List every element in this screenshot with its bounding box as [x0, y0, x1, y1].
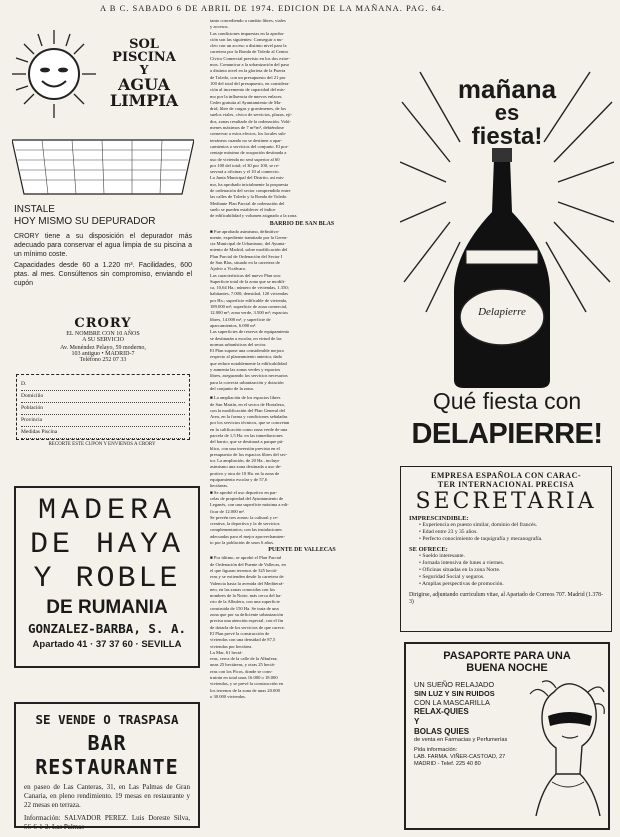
bottle-label: Delapierre	[478, 306, 526, 318]
article-line: del barrio, que se destinará a parque pú-	[210, 439, 284, 445]
article-line: ■ Se aprobó el uso deportivo en par-	[210, 489, 278, 495]
article-intro-line: terráneos cuando no se destinen a apar-	[210, 137, 283, 143]
article-line: viviendas por hectárea.	[210, 643, 253, 649]
article-column	[210, 18, 394, 700]
article-intro-line: por 100 del total; el 30 por 100, se re-	[210, 162, 280, 168]
article-line: que reduce notablemente la edificabilidad	[210, 360, 287, 366]
article-line: respecto al planeamiento anterior, dado	[210, 354, 283, 360]
article-intro-line: dos, zonas resultado de la ordenación. Volú-	[210, 118, 291, 124]
job-line-1: EMPRESA ESPAÑOLA CON CARAC-	[430, 471, 582, 480]
article-line: se destinarán a escolar, en virtud de las	[210, 335, 282, 341]
article-line: Leganés, con una superficie máxima a edi-	[210, 502, 289, 508]
job-offer-title: SE OFRECE:	[409, 545, 448, 553]
article-intro-line: Mediante Plan Parcial de ordenación del	[210, 200, 285, 206]
pool-phone: Teléfono 252 07 33	[79, 357, 127, 363]
wood-line-2: DE HAYA	[29, 528, 185, 562]
wine-ad	[400, 62, 614, 454]
wine-line-5: DELAPIERRE!	[411, 418, 603, 450]
bar-info: Información: SALVADOR PEREZ. Luis Doreste Silva, 56-6-1-2. Las Palmas	[24, 814, 190, 831]
wood-line-5: GONZALEZ-BARBA, S. A.	[27, 621, 187, 636]
article-line: hectáreas.	[210, 483, 229, 489]
article-middle	[210, 395, 394, 546]
pool-install: INSTALE	[14, 204, 55, 215]
article-intro-line: suelos viales, cívico de servicios, plazas, eji-	[210, 112, 293, 118]
job-line-2: TER INTERNACIONAL PRECISA	[437, 480, 575, 489]
article-line: blico, con una inversión prevista en el	[210, 445, 280, 451]
article-intro-line: menes máximos de 7 m³/m², debiéndose	[210, 125, 284, 131]
article-line: Superficie total de la zona que se modifi-	[210, 278, 286, 284]
article-line: Se prevén tres zonas: la cultural y re-	[210, 514, 279, 520]
article-intro-line: mo, ha aprobado inicialmente la propuesta	[210, 181, 289, 187]
article-line: unas 25 hectáreas, y otras 25 hectá-	[210, 662, 276, 668]
article-intro-line: de ordenación del sector comprendido entre	[210, 188, 291, 194]
article-line: de dotarla de los servicios de que carece.	[210, 624, 285, 630]
article-line: asimismo una zona destinada a uso de-	[210, 464, 282, 470]
article-line: tor. La ampliación, de 20 Ha., incluye	[210, 458, 280, 464]
article-intro-line: mo por la influencia de nuevos enlaces.	[210, 93, 283, 99]
wine-headline	[450, 76, 564, 150]
article-intro-line: a distinto nivel en la glorieta de la Puerta	[210, 68, 286, 74]
article-line: reas y se extienden desde la carretera de	[210, 574, 284, 580]
article-line: 12.000 m²; zona verde, 3.500 m²; espacios	[210, 310, 288, 316]
wine-line-3: fiesta!	[471, 123, 543, 150]
article-intro-line: 100 del total del presupuesto, en considera-	[210, 80, 290, 86]
article-intro-line: ción son las siguientes: Conseguir a nu-	[210, 36, 283, 42]
wood-line-6: Apartado 41 · 37 37 60 · SEVILLA	[32, 639, 182, 650]
pool-address-2: 103 antiguo • MADRID-7	[71, 351, 135, 357]
pool-body-2: Capacidades desde 60 a 1.220 m³. Facilidades, 600 ptas. al mes. Consúltenos sin compromiso, enviando el cupón	[14, 262, 192, 287]
job-offer: • Amplias perspectivas de promoción.	[419, 581, 504, 588]
pool-address-1: Av. Menéndez Pelayo, 59 moderno,	[60, 345, 146, 351]
coupon-field-name: D.	[21, 381, 27, 387]
job-requirement: • Edad entre 23 y 35 años.	[419, 529, 478, 536]
article-intro-line: de Toledo, con un presupuesto del 21 por	[210, 74, 286, 80]
article-intro-line: cleo con un acceso a distinto nivel para la	[210, 43, 287, 49]
sleeping-woman-illustration	[526, 678, 608, 818]
mask-line-7: Y	[414, 717, 420, 726]
article-line: reas, cerca de la calle de la Albufera;	[210, 656, 278, 662]
job-offer: • Sueldo interesante.	[419, 552, 465, 559]
article-intro-line: La Junta Municipal del Distrito, así mis-	[210, 175, 285, 181]
article-line: con la modificación del Plan General del	[210, 407, 286, 413]
article-line: libres, asegurando los servicios necesarios	[210, 373, 288, 379]
article-line: de Ordenación del Puente de Vallecas, en	[210, 561, 286, 567]
article-intro-line: camientos o servicios del conjunto. El por-	[210, 143, 289, 149]
article-line: viviendas, y se prevé la construcción en	[210, 681, 284, 687]
pool-brand-sub-2: A SU SERVICIO	[82, 337, 124, 343]
article-line: el que figuran terrenos de 325 hectá-	[210, 567, 278, 573]
article-line: parcela de 1,5 Ha. en las inmediaciones	[210, 433, 283, 438]
mask-line-1: PASAPORTE PARA UNA	[443, 650, 571, 662]
article-line: miento de Madrid, sobre modificación del	[210, 247, 288, 253]
coupon-field-size: Medidas Piscina	[21, 429, 58, 435]
wood-line-3: Y ROBLE	[33, 562, 181, 596]
article-intro-line: ción al incremento de capacidad del mis-	[210, 87, 286, 93]
bar-line-1: SE VENDE O TRASPASA	[35, 712, 179, 727]
job-requirement: • Experiencia en puesto similar, dominio del francés.	[419, 522, 538, 528]
article-line: truirán en total unas 16.000 o 18.000	[210, 674, 278, 680]
article-line: o 30.000 viviendas.	[210, 693, 246, 699]
article-line: ca, 10,64 Ha.; número de viviendas, 1.350;	[210, 285, 289, 291]
article-intro-line: servará a oficinas y el 10 al comercio.	[210, 169, 280, 175]
mask-line-5: CON LA MASCARILLA	[414, 698, 490, 707]
article-line: Valencia hasta la avenida del Mediterrá-	[210, 580, 284, 586]
article-line: ■ La ampliación de los espacios libres	[210, 395, 281, 401]
article-line: 189.000 m²; superficie de zona comercial,	[210, 304, 288, 310]
wine-line-1: mañana	[457, 74, 557, 104]
pool-illustration	[12, 136, 194, 198]
article-line: cia Municipal de Urbanismo, del Ayunta-	[210, 241, 286, 247]
pool-brand-sub-1: EL NOMBRE CON 10 AÑOS	[66, 331, 140, 337]
article-line: habitantes, 7.000; densidad, 120 viviendas	[210, 291, 288, 297]
job-footer: Dirigirse, adjuntando curriculum vitae, al Apartado de Correos 707. Madrid (1.378-3)	[409, 591, 603, 606]
article-intro-line: mos. Comunicar a la urbanización del paso	[210, 62, 290, 68]
wine-line-2: es	[494, 100, 520, 125]
article-vallecas	[210, 555, 394, 700]
article-line: de San Blas, situado en la carretera de	[210, 259, 280, 265]
article-line: de San Martín, en el sector de Hortaleza,	[210, 401, 285, 407]
article-line: zona que por su deficiente urbanización	[210, 612, 284, 618]
article-line: aparcamientos, 6.000 m².	[210, 322, 257, 328]
article-line: ■ Fue aprobado asimismo, definitiva-	[210, 228, 280, 234]
article-line: Las características del nuevo Plan son:	[210, 272, 282, 278]
wine-line-4: Qué fiesta con	[432, 388, 582, 414]
job-requirement: • Perfecto conocimiento de taquigrafía y mecanografía.	[419, 536, 543, 543]
mask-line-4: SIN LUZ Y SIN RUIDOS	[414, 689, 495, 698]
article-line: Ajalvir a Vicálvaro.	[210, 266, 247, 272]
article-line: rrio de la Albufera, con una superficie	[210, 599, 280, 605]
pool-headline-3: Y	[139, 63, 149, 77]
pool-install-2: HOY MISMO SU DEPURADOR	[14, 216, 156, 227]
article-line: ■ Por último, se aprobó el Plan Parcial	[210, 555, 282, 561]
article-line: Area, en la forma y condiciones señaladas	[210, 414, 288, 420]
mask-line-12: MADRID - Telef. 225 40 80	[414, 761, 481, 767]
article-intro-line: carretera por la Ronda de Toledo al Centro	[210, 49, 289, 55]
article-intro-line: Las condiciones impuestas en la aproba-	[210, 30, 285, 36]
pool-brand: CRORY	[74, 316, 132, 331]
page-header: A B C. SABADO 6 DE ABRIL DE 1974. EDICION DE LA MAÑANA. PAG. 64.	[100, 3, 446, 13]
article-line: viviendas con una densidad de 87,5	[210, 637, 276, 643]
job-offer: • Seguridad Social y seguros.	[419, 574, 485, 581]
article-intro-line: tanto concediendo a cambio libres, viales	[210, 18, 286, 23]
job-offer: • Jornada intensiva de lunes a viernes.	[419, 559, 505, 566]
article-line: complementarios; con las instalaciones	[210, 527, 282, 533]
article-intro-line: centaje máximo de ocupación destinada a	[210, 150, 287, 156]
pool-headline-2: PISCINA	[112, 50, 176, 65]
job-offer: • Oficinas situadas en la zona Norte.	[419, 567, 501, 574]
mask-line-8: BOLAS QUIES	[414, 727, 470, 736]
wood-ad	[14, 486, 200, 668]
article-intro-line: uso de vivienda no será superior al 60	[210, 156, 280, 162]
pool-coupon-note: RECORTE ESTE CUPON Y ENVIENOS A CRORY	[48, 442, 156, 447]
pool-coupon	[16, 374, 190, 440]
article-line: los terrenos de la zona de unas 20.000	[210, 687, 280, 693]
article-line: nombres de la Norte, más cerca del ba-	[210, 593, 282, 599]
mask-line-11: LAB. FARMA. VIÑER-CASTOAD, 27	[414, 754, 506, 760]
article-intro-line: Cívico Comercial previsto en los dos extre-	[210, 55, 290, 61]
article-line: por los servicios técnicos, que se concretan	[210, 420, 290, 426]
article-intro-line: suelo se pueden establecer el índice	[210, 206, 276, 212]
mask-line-6: RELAX-QUIES	[414, 707, 469, 716]
mask-line-10: Pida información:	[414, 747, 458, 753]
coupon-field-province: Provincia	[21, 417, 43, 423]
pool-headline-4: AGUA	[118, 75, 170, 94]
article-intro-line: drid, libre de cargas y gravámenes, de los	[210, 106, 287, 112]
article-line: Las superficies de reserva de equipamiento	[210, 329, 290, 335]
article-line: en la calificación como zona verde de una	[210, 426, 288, 432]
section-heading-san-blas: BARRIO DE SAN BLAS	[269, 220, 335, 227]
article-line: creativa, la deportiva y la de servicios	[210, 521, 280, 527]
section-heading-vallecas: PUENTE DE VALLECAS	[268, 547, 336, 554]
article-line: celas de propiedad del Ayuntamiento de	[210, 495, 284, 501]
mask-line-3: UN SUEÑO RELAJADO	[414, 680, 495, 689]
wood-line-4: DE RUMANIA	[46, 597, 168, 618]
article-intro-line: conservar a estos efectos, los locales sub-	[210, 131, 287, 137]
pool-headline-1: SOL	[129, 37, 159, 52]
job-ad	[400, 466, 612, 632]
coupon-field-town: Población	[21, 405, 43, 411]
article-line: neo, en las zonas conocidas con los	[210, 586, 275, 592]
article-line: del conjunto de la zona.	[210, 385, 254, 391]
article-line: normas urbanísticas del sector.	[210, 341, 267, 347]
article-intro-line: de edificabilidad y volumen asignado a la zona.	[210, 213, 298, 219]
mask-line-9: de venta en Farmacias y Perfumerías	[414, 737, 508, 743]
bar-line-2: BAR RESTAURANTE	[35, 731, 179, 779]
article-line: reas con los Picos, donde se cons-	[210, 668, 273, 674]
article-line: construida de 150 Ha. Se trata de una	[210, 605, 279, 611]
coupon-field-address: Domicilio	[21, 393, 44, 399]
bar-ad	[14, 702, 200, 831]
article-line: libres, 14.000 m², y superficie de	[210, 316, 271, 322]
sun-face-icon	[10, 28, 98, 120]
article-intro-line: y accesos.	[210, 24, 229, 30]
mask-line-2: BUENA NOCHE	[466, 662, 548, 674]
pool-body-1: CRORY tiene a su disposición el depurador más adecuado para conservar el agua limpia de su piscina a un mínimo coste.	[14, 233, 192, 258]
mask-ad	[404, 642, 610, 830]
article-line: por Ha.; superficie edificable de vivienda,	[210, 297, 288, 303]
job-req-title: IMPRESCINDIBLE:	[409, 515, 469, 522]
article-line: La Mar, 61 hectá-	[210, 649, 243, 655]
article-line: para la correcta urbanización y dotación	[210, 379, 284, 385]
pool-ad	[10, 28, 194, 448]
article-line: y aumenta las zonas verdes y espacios	[210, 367, 281, 373]
wood-line-1: MADERA	[37, 494, 177, 528]
article-line: presupuesto de los espacios libres del sec-	[210, 451, 288, 457]
article-line: adecuadas para el mejor aprovechamien-	[210, 533, 285, 539]
article-intro	[210, 18, 394, 220]
article-line: portivo y otra de 10 Ha. en la zona de	[210, 470, 280, 476]
article-line: El Plan prevé la construcción de	[210, 630, 270, 636]
article-line: to por la población de unos 6 años.	[210, 540, 275, 546]
pool-headline-5: LIMPIA	[109, 91, 179, 110]
job-title: SECRETARIA	[415, 489, 597, 514]
article-line: ficar de 12.000 m².	[210, 508, 245, 514]
article-line: equipamiento escolar y de 57,6	[210, 477, 268, 483]
article-line: precisa una atención especial, con el fin	[210, 618, 284, 624]
article-line: mente, expediente tramitado por la Geren-	[210, 234, 288, 240]
article-line: Plan Parcial de Ordenación del Sector I	[210, 253, 283, 259]
article-line: El Plan supone una considerable mejora	[210, 348, 284, 354]
article-intro-line: Ceder gratuita al Ayuntamiento de Ma-	[210, 99, 282, 105]
article-intro-line: las calles de Toledo y la Ronda de Toledo.	[210, 194, 288, 200]
bar-body: en paseo de Las Canteras, 31, en Las Palmas de Gran Canaria, en pleno rendimiento. 19 mesas en restaurante y 22 mesas en terraza.	[24, 783, 190, 809]
article-san-blas	[210, 229, 394, 393]
